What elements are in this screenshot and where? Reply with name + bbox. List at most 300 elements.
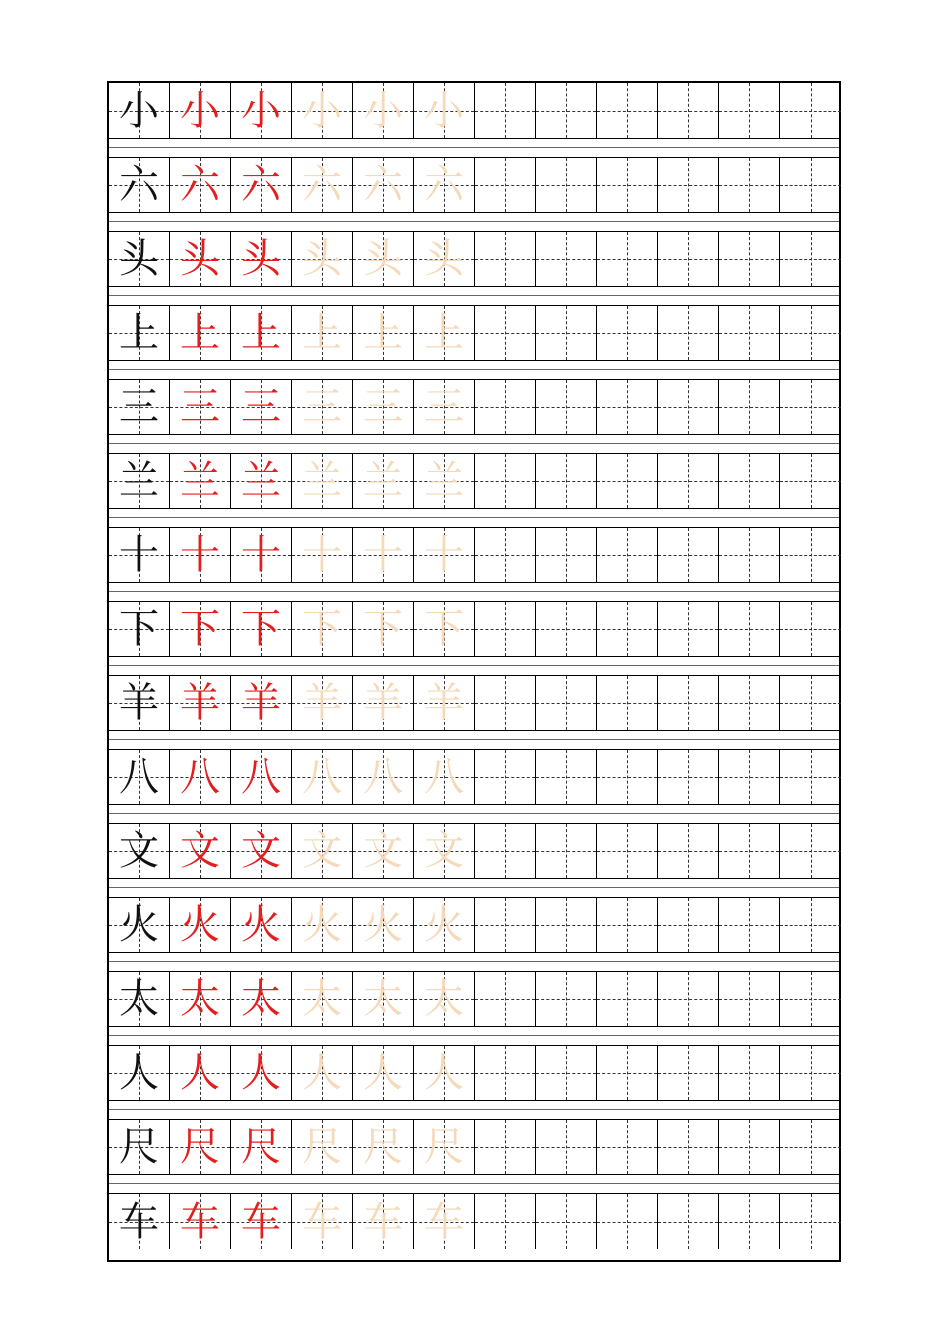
model-cell bbox=[109, 158, 170, 212]
vertical-guide-line bbox=[749, 528, 750, 582]
vertical-guide-line bbox=[688, 1046, 689, 1100]
trace-cell bbox=[170, 380, 231, 434]
trace-cell bbox=[414, 83, 475, 138]
blank-practice-cell bbox=[658, 528, 719, 582]
blank-practice-cell bbox=[536, 1046, 597, 1100]
vertical-guide-line bbox=[627, 454, 628, 508]
trace-cell bbox=[414, 528, 475, 582]
spacer-line bbox=[109, 1109, 839, 1110]
practice-row bbox=[109, 1193, 839, 1249]
blank-practice-cell bbox=[780, 380, 841, 434]
blank-practice-cell bbox=[597, 824, 658, 878]
trace-cell bbox=[414, 898, 475, 952]
trace-cell bbox=[414, 1194, 475, 1249]
trace-character: 下 bbox=[302, 606, 342, 652]
blank-practice-cell bbox=[475, 380, 536, 434]
model-character: 人 bbox=[119, 1050, 159, 1096]
trace-cell bbox=[231, 750, 292, 804]
vertical-guide-line bbox=[688, 1120, 689, 1174]
practice-row bbox=[109, 1119, 839, 1175]
trace-cell bbox=[292, 602, 353, 656]
model-cell bbox=[109, 306, 170, 360]
vertical-guide-line bbox=[627, 380, 628, 434]
blank-practice-cell bbox=[536, 1194, 597, 1249]
trace-cell bbox=[353, 232, 414, 286]
trace-character: 文 bbox=[302, 828, 342, 874]
trace-cell bbox=[292, 454, 353, 508]
trace-cell bbox=[170, 158, 231, 212]
model-character: 下 bbox=[119, 606, 159, 652]
vertical-guide-line bbox=[566, 306, 567, 360]
vertical-guide-line bbox=[749, 380, 750, 434]
blank-practice-cell bbox=[475, 158, 536, 212]
trace-cell bbox=[353, 380, 414, 434]
blank-practice-cell bbox=[475, 306, 536, 360]
trace-character: 文 bbox=[363, 828, 403, 874]
trace-character: 羊 bbox=[241, 680, 281, 726]
row-spacer bbox=[109, 435, 839, 453]
blank-practice-cell bbox=[658, 158, 719, 212]
trace-character: 火 bbox=[241, 902, 281, 948]
vertical-guide-line bbox=[749, 83, 750, 138]
blank-practice-cell bbox=[475, 83, 536, 138]
vertical-guide-line bbox=[627, 306, 628, 360]
vertical-guide-line bbox=[566, 1120, 567, 1174]
blank-practice-cell bbox=[658, 898, 719, 952]
blank-practice-cell bbox=[780, 1120, 841, 1174]
vertical-guide-line bbox=[505, 824, 506, 878]
practice-row bbox=[109, 897, 839, 953]
model-character: 车 bbox=[119, 1198, 159, 1245]
blank-practice-cell bbox=[780, 306, 841, 360]
vertical-guide-line bbox=[627, 528, 628, 582]
trace-character: 车 bbox=[424, 1198, 464, 1245]
blank-practice-cell bbox=[719, 1120, 780, 1174]
vertical-guide-line bbox=[811, 83, 812, 138]
blank-practice-cell bbox=[658, 232, 719, 286]
vertical-guide-line bbox=[505, 898, 506, 952]
blank-practice-cell bbox=[780, 83, 841, 138]
trace-character: 十 bbox=[363, 532, 403, 578]
blank-practice-cell bbox=[719, 454, 780, 508]
vertical-guide-line bbox=[505, 158, 506, 212]
vertical-guide-line bbox=[566, 232, 567, 286]
trace-character: 车 bbox=[302, 1198, 342, 1245]
vertical-guide-line bbox=[505, 454, 506, 508]
trace-character: 兰 bbox=[424, 458, 464, 504]
spacer-line bbox=[109, 221, 839, 222]
spacer-line bbox=[109, 1183, 839, 1184]
trace-cell bbox=[170, 306, 231, 360]
trace-cell bbox=[414, 454, 475, 508]
blank-practice-cell bbox=[719, 676, 780, 730]
trace-character: 尺 bbox=[302, 1124, 342, 1170]
model-character: 三 bbox=[119, 384, 159, 430]
practice-row bbox=[109, 823, 839, 879]
blank-practice-cell bbox=[658, 454, 719, 508]
trace-character: 上 bbox=[241, 310, 281, 356]
vertical-guide-line bbox=[688, 824, 689, 878]
vertical-guide-line bbox=[627, 1194, 628, 1249]
blank-practice-cell bbox=[536, 824, 597, 878]
trace-cell bbox=[353, 750, 414, 804]
trace-cell bbox=[170, 676, 231, 730]
blank-practice-cell bbox=[719, 824, 780, 878]
trace-character: 八 bbox=[241, 754, 281, 800]
spacer-line bbox=[109, 813, 839, 814]
vertical-guide-line bbox=[749, 972, 750, 1026]
trace-cell bbox=[292, 898, 353, 952]
vertical-guide-line bbox=[811, 898, 812, 952]
trace-cell bbox=[292, 750, 353, 804]
trace-character: 三 bbox=[302, 384, 342, 430]
trace-character: 头 bbox=[302, 236, 342, 282]
blank-practice-cell bbox=[780, 972, 841, 1026]
blank-practice-cell bbox=[780, 232, 841, 286]
blank-practice-cell bbox=[597, 1120, 658, 1174]
trace-cell bbox=[231, 380, 292, 434]
spacer-line bbox=[109, 1035, 839, 1036]
blank-practice-cell bbox=[658, 306, 719, 360]
blank-practice-cell bbox=[780, 1046, 841, 1100]
spacer-line bbox=[109, 147, 839, 148]
trace-character: 下 bbox=[424, 606, 464, 652]
model-character: 尺 bbox=[119, 1124, 159, 1170]
trace-character: 小 bbox=[180, 87, 220, 134]
vertical-guide-line bbox=[811, 824, 812, 878]
trace-cell bbox=[292, 824, 353, 878]
blank-practice-cell bbox=[658, 750, 719, 804]
blank-practice-cell bbox=[475, 232, 536, 286]
blank-practice-cell bbox=[658, 602, 719, 656]
vertical-guide-line bbox=[688, 676, 689, 730]
trace-cell bbox=[292, 1120, 353, 1174]
trace-character: 车 bbox=[180, 1198, 220, 1245]
trace-character: 兰 bbox=[180, 458, 220, 504]
row-spacer bbox=[109, 509, 839, 527]
vertical-guide-line bbox=[627, 1046, 628, 1100]
trace-cell bbox=[292, 676, 353, 730]
blank-practice-cell bbox=[658, 676, 719, 730]
vertical-guide-line bbox=[749, 306, 750, 360]
blank-practice-cell bbox=[658, 824, 719, 878]
trace-cell bbox=[231, 602, 292, 656]
vertical-guide-line bbox=[688, 898, 689, 952]
blank-practice-cell bbox=[658, 83, 719, 138]
vertical-guide-line bbox=[811, 380, 812, 434]
vertical-guide-line bbox=[811, 1194, 812, 1249]
vertical-guide-line bbox=[627, 972, 628, 1026]
blank-practice-cell bbox=[719, 306, 780, 360]
vertical-guide-line bbox=[627, 158, 628, 212]
vertical-guide-line bbox=[811, 232, 812, 286]
trace-cell bbox=[170, 528, 231, 582]
practice-row bbox=[109, 157, 839, 213]
trace-cell bbox=[353, 83, 414, 138]
trace-cell bbox=[170, 1120, 231, 1174]
vertical-guide-line bbox=[688, 972, 689, 1026]
trace-cell bbox=[414, 676, 475, 730]
trace-cell bbox=[353, 454, 414, 508]
vertical-guide-line bbox=[688, 83, 689, 138]
trace-character: 文 bbox=[180, 828, 220, 874]
vertical-guide-line bbox=[688, 380, 689, 434]
blank-practice-cell bbox=[719, 83, 780, 138]
trace-character: 六 bbox=[180, 162, 220, 208]
blank-practice-cell bbox=[536, 528, 597, 582]
trace-cell bbox=[231, 528, 292, 582]
vertical-guide-line bbox=[688, 528, 689, 582]
trace-cell bbox=[353, 306, 414, 360]
blank-practice-cell bbox=[658, 1194, 719, 1249]
trace-cell bbox=[292, 232, 353, 286]
vertical-guide-line bbox=[688, 602, 689, 656]
trace-character: 六 bbox=[302, 162, 342, 208]
vertical-guide-line bbox=[749, 898, 750, 952]
trace-cell bbox=[170, 83, 231, 138]
trace-cell bbox=[170, 232, 231, 286]
trace-character: 六 bbox=[363, 162, 403, 208]
vertical-guide-line bbox=[566, 1046, 567, 1100]
trace-character: 火 bbox=[424, 902, 464, 948]
trace-character: 太 bbox=[363, 976, 403, 1022]
trace-character: 火 bbox=[363, 902, 403, 948]
row-spacer bbox=[109, 361, 839, 379]
trace-character: 人 bbox=[424, 1050, 464, 1096]
practice-row bbox=[109, 379, 839, 435]
trace-character: 羊 bbox=[363, 680, 403, 726]
trace-cell bbox=[231, 1046, 292, 1100]
trace-character: 十 bbox=[241, 532, 281, 578]
trace-cell bbox=[231, 898, 292, 952]
model-character: 兰 bbox=[119, 458, 159, 504]
vertical-guide-line bbox=[566, 158, 567, 212]
spacer-line bbox=[109, 887, 839, 888]
trace-cell bbox=[292, 1194, 353, 1249]
vertical-guide-line bbox=[627, 676, 628, 730]
vertical-guide-line bbox=[811, 972, 812, 1026]
blank-practice-cell bbox=[719, 972, 780, 1026]
practice-row bbox=[109, 601, 839, 657]
vertical-guide-line bbox=[566, 528, 567, 582]
trace-cell bbox=[231, 306, 292, 360]
model-cell bbox=[109, 898, 170, 952]
vertical-guide-line bbox=[688, 1194, 689, 1249]
blank-practice-cell bbox=[475, 972, 536, 1026]
trace-cell bbox=[353, 602, 414, 656]
trace-cell bbox=[231, 972, 292, 1026]
trace-cell bbox=[353, 1046, 414, 1100]
blank-practice-cell bbox=[475, 528, 536, 582]
blank-practice-cell bbox=[597, 306, 658, 360]
trace-character: 下 bbox=[241, 606, 281, 652]
trace-cell bbox=[414, 158, 475, 212]
trace-character: 羊 bbox=[424, 680, 464, 726]
trace-character: 尺 bbox=[363, 1124, 403, 1170]
blank-practice-cell bbox=[536, 158, 597, 212]
blank-practice-cell bbox=[597, 528, 658, 582]
vertical-guide-line bbox=[505, 1046, 506, 1100]
vertical-guide-line bbox=[749, 750, 750, 804]
trace-character: 人 bbox=[363, 1050, 403, 1096]
blank-practice-cell bbox=[780, 158, 841, 212]
practice-grid bbox=[107, 81, 841, 1262]
blank-practice-cell bbox=[536, 1120, 597, 1174]
trace-character: 太 bbox=[180, 976, 220, 1022]
blank-practice-cell bbox=[475, 1046, 536, 1100]
trace-cell bbox=[292, 83, 353, 138]
trace-cell bbox=[292, 528, 353, 582]
vertical-guide-line bbox=[811, 750, 812, 804]
blank-practice-cell bbox=[475, 824, 536, 878]
trace-cell bbox=[414, 380, 475, 434]
blank-practice-cell bbox=[597, 898, 658, 952]
vertical-guide-line bbox=[749, 1120, 750, 1174]
model-character: 上 bbox=[119, 310, 159, 356]
blank-practice-cell bbox=[597, 454, 658, 508]
row-spacer bbox=[109, 731, 839, 749]
trace-cell bbox=[353, 676, 414, 730]
trace-cell bbox=[170, 1194, 231, 1249]
vertical-guide-line bbox=[566, 824, 567, 878]
trace-character: 兰 bbox=[363, 458, 403, 504]
row-spacer bbox=[109, 805, 839, 823]
row-spacer bbox=[109, 953, 839, 971]
trace-cell bbox=[170, 898, 231, 952]
model-cell bbox=[109, 602, 170, 656]
blank-practice-cell bbox=[780, 1194, 841, 1249]
row-spacer bbox=[109, 1027, 839, 1045]
model-cell bbox=[109, 1046, 170, 1100]
vertical-guide-line bbox=[627, 232, 628, 286]
trace-character: 头 bbox=[241, 236, 281, 282]
trace-character: 尺 bbox=[424, 1124, 464, 1170]
trace-cell bbox=[353, 972, 414, 1026]
vertical-guide-line bbox=[749, 454, 750, 508]
vertical-guide-line bbox=[566, 898, 567, 952]
vertical-guide-line bbox=[688, 232, 689, 286]
trace-cell bbox=[353, 898, 414, 952]
trace-character: 尺 bbox=[241, 1124, 281, 1170]
vertical-guide-line bbox=[749, 824, 750, 878]
blank-practice-cell bbox=[719, 528, 780, 582]
model-cell bbox=[109, 750, 170, 804]
trace-cell bbox=[231, 676, 292, 730]
row-spacer bbox=[109, 213, 839, 231]
trace-character: 十 bbox=[180, 532, 220, 578]
blank-practice-cell bbox=[658, 972, 719, 1026]
practice-row bbox=[109, 1045, 839, 1101]
vertical-guide-line bbox=[688, 750, 689, 804]
trace-cell bbox=[231, 158, 292, 212]
spacer-line bbox=[109, 295, 839, 296]
spacer-line bbox=[109, 961, 839, 962]
vertical-guide-line bbox=[749, 232, 750, 286]
vertical-guide-line bbox=[749, 158, 750, 212]
trace-cell bbox=[292, 380, 353, 434]
row-spacer bbox=[109, 879, 839, 897]
trace-character: 下 bbox=[363, 606, 403, 652]
model-character: 六 bbox=[119, 162, 159, 208]
row-spacer bbox=[109, 287, 839, 305]
trace-cell bbox=[292, 972, 353, 1026]
blank-practice-cell bbox=[536, 306, 597, 360]
spacer-line bbox=[109, 591, 839, 592]
trace-cell bbox=[231, 1194, 292, 1249]
trace-character: 羊 bbox=[180, 680, 220, 726]
vertical-guide-line bbox=[566, 750, 567, 804]
blank-practice-cell bbox=[597, 972, 658, 1026]
trace-cell bbox=[170, 602, 231, 656]
blank-practice-cell bbox=[719, 158, 780, 212]
trace-character: 六 bbox=[241, 162, 281, 208]
trace-cell bbox=[292, 1046, 353, 1100]
trace-character: 下 bbox=[180, 606, 220, 652]
model-cell bbox=[109, 528, 170, 582]
spacer-line bbox=[109, 739, 839, 740]
blank-practice-cell bbox=[719, 232, 780, 286]
model-cell bbox=[109, 1194, 170, 1249]
blank-practice-cell bbox=[536, 676, 597, 730]
trace-character: 八 bbox=[363, 754, 403, 800]
trace-cell bbox=[231, 232, 292, 286]
blank-practice-cell bbox=[597, 380, 658, 434]
trace-cell bbox=[414, 824, 475, 878]
model-cell bbox=[109, 1120, 170, 1174]
vertical-guide-line bbox=[566, 1194, 567, 1249]
blank-practice-cell bbox=[597, 232, 658, 286]
blank-practice-cell bbox=[780, 602, 841, 656]
blank-practice-cell bbox=[658, 1046, 719, 1100]
trace-character: 小 bbox=[363, 87, 403, 134]
vertical-guide-line bbox=[627, 83, 628, 138]
trace-character: 十 bbox=[302, 532, 342, 578]
blank-practice-cell bbox=[597, 1194, 658, 1249]
trace-character: 头 bbox=[363, 236, 403, 282]
blank-practice-cell bbox=[597, 158, 658, 212]
practice-row bbox=[109, 971, 839, 1027]
blank-practice-cell bbox=[719, 898, 780, 952]
trace-cell bbox=[292, 306, 353, 360]
blank-practice-cell bbox=[780, 454, 841, 508]
trace-character: 小 bbox=[241, 87, 281, 134]
model-cell bbox=[109, 83, 170, 138]
vertical-guide-line bbox=[749, 1194, 750, 1249]
vertical-guide-line bbox=[688, 454, 689, 508]
trace-character: 文 bbox=[424, 828, 464, 874]
model-character: 太 bbox=[119, 976, 159, 1022]
vertical-guide-line bbox=[811, 1046, 812, 1100]
trace-character: 三 bbox=[241, 384, 281, 430]
blank-practice-cell bbox=[719, 602, 780, 656]
blank-practice-cell bbox=[536, 602, 597, 656]
trace-character: 小 bbox=[302, 87, 342, 134]
trace-character: 兰 bbox=[241, 458, 281, 504]
spacer-line bbox=[109, 517, 839, 518]
trace-character: 十 bbox=[424, 532, 464, 578]
vertical-guide-line bbox=[505, 380, 506, 434]
vertical-guide-line bbox=[688, 306, 689, 360]
row-spacer bbox=[109, 583, 839, 601]
model-cell bbox=[109, 454, 170, 508]
vertical-guide-line bbox=[505, 1194, 506, 1249]
trace-cell bbox=[231, 454, 292, 508]
trace-cell bbox=[414, 972, 475, 1026]
blank-practice-cell bbox=[780, 750, 841, 804]
trace-character: 上 bbox=[302, 310, 342, 356]
vertical-guide-line bbox=[505, 602, 506, 656]
spacer-line bbox=[109, 665, 839, 666]
